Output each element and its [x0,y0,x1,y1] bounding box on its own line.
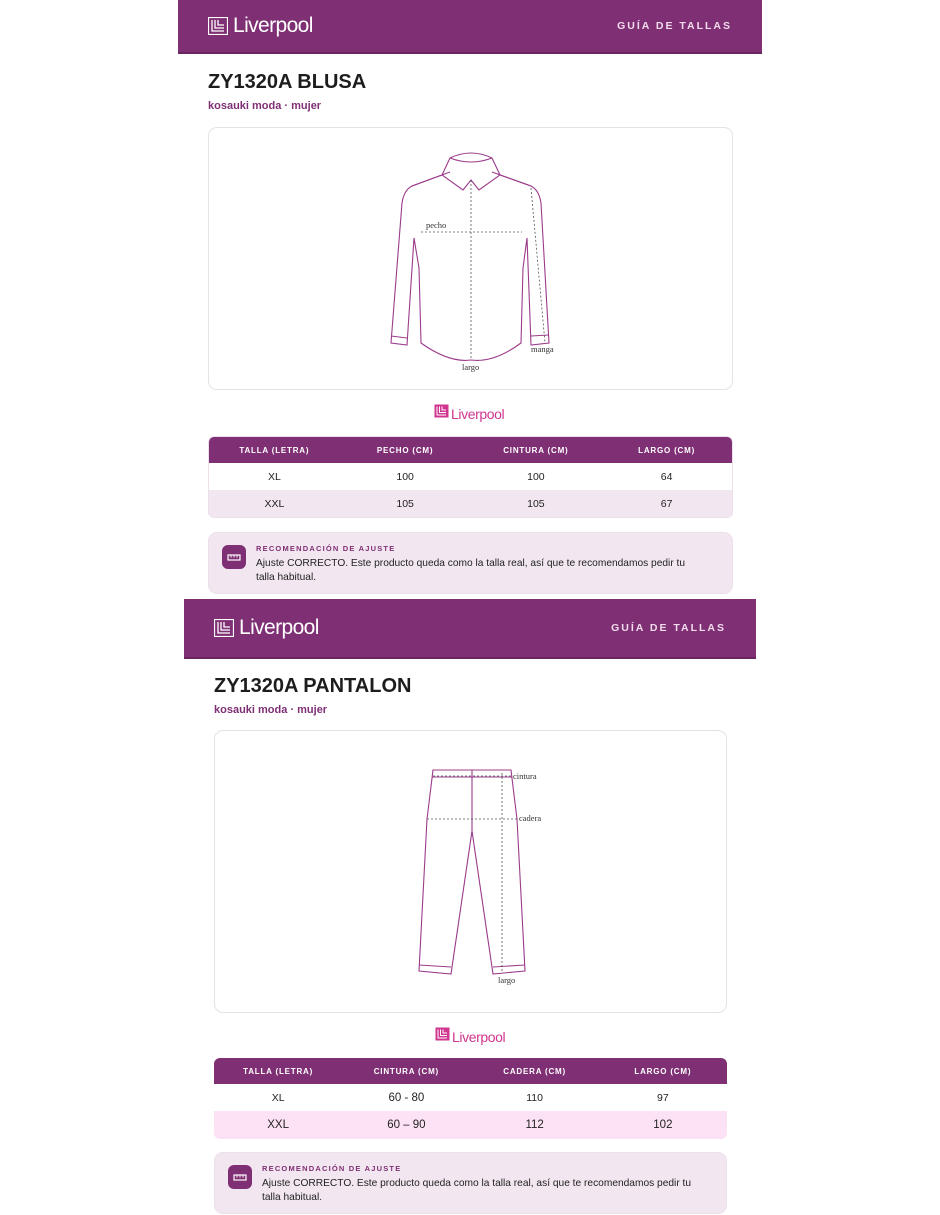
liverpool-logo-icon [434,404,449,423]
column-header: CINTURA (CM) [471,437,602,463]
brand-logo-small [434,404,504,423]
liverpool-logo[interactable] [208,14,313,38]
label-hip: cadera [519,813,542,823]
column-header: CINTURA (CM) [342,1058,470,1084]
brand-logo-text: Liverpool [451,405,505,422]
garment-diagram-card [208,127,733,390]
liverpool-logo-icon [435,1027,450,1046]
label-length: largo [498,975,516,985]
table-row [209,490,732,517]
table-cell: 97 [599,1084,727,1111]
size-guide-pantalon [184,599,756,1215]
blouse-diagram [209,128,734,391]
nav-size-guide[interactable]: GUÍA DE TALLAS [611,622,726,634]
table-cell: 64 [601,463,732,490]
table-cell: 102 [599,1111,727,1139]
column-header: CADERA (CM) [471,1058,599,1084]
size-table [208,436,733,518]
column-header: LARGO (CM) [599,1058,727,1084]
pants-diagram [215,731,728,1014]
page-header [184,599,756,659]
recommendation-text: Ajuste CORRECTO. Este producto queda como la talla real, así que te recomendamos pedir tu talla habitual. [262,1178,692,1203]
liverpool-logo-icon [208,17,228,35]
table-cell: XXL [209,490,340,517]
brand-logo-small [435,1027,505,1046]
product-subtitle: kosauki moda · mujer [214,704,328,716]
table-cell: 67 [601,490,732,517]
table-header-row [214,1058,727,1084]
fit-recommendation [214,1152,727,1214]
label-sleeve: manga [531,344,554,354]
ruler-icon [228,1165,252,1189]
label-length: largo [462,362,480,372]
table-row [214,1111,727,1139]
recommendation-text: Ajuste CORRECTO. Este producto queda como la talla real, así que te recomendamos pedir tu talla habitual. [256,558,686,583]
recommendation-title: RECOMENDACIÓN DE AJUSTE [262,1164,402,1173]
liverpool-logo-icon [214,619,234,637]
garment-diagram-card [214,730,727,1013]
nav-size-guide[interactable]: GUÍA DE TALLAS [617,20,732,32]
label-waist: cintura [513,771,537,781]
page-header [178,0,762,54]
size-table [214,1058,727,1139]
product-title: ZY1320A BLUSA [208,71,367,93]
table-cell: XXL [214,1111,342,1139]
table-cell: 60 - 80 [342,1084,470,1111]
label-chest: pecho [426,220,447,230]
column-header: PECHO (CM) [340,437,471,463]
recommendation-title: RECOMENDACIÓN DE AJUSTE [256,544,396,553]
table-cell: 60 – 90 [342,1111,470,1139]
ruler-icon [222,545,246,569]
table-cell: 105 [471,490,602,517]
logo-text: Liverpool [239,616,319,639]
column-header: TALLA (LETRA) [209,437,340,463]
liverpool-logo[interactable] [214,616,319,640]
table-row [209,463,732,490]
table-row [214,1084,727,1111]
product-title: ZY1320A PANTALON [214,675,412,697]
table-cell: 100 [340,463,471,490]
table-cell: 100 [471,463,602,490]
table-cell: XL [209,463,340,490]
table-cell: 105 [340,490,471,517]
size-guide-blusa [178,0,762,597]
table-cell: 110 [471,1084,599,1111]
logo-text: Liverpool [233,14,313,37]
table-cell: 112 [471,1111,599,1139]
table-cell: XL [214,1084,342,1111]
column-header: TALLA (LETRA) [214,1058,342,1084]
fit-recommendation [208,532,733,594]
column-header: LARGO (CM) [601,437,732,463]
product-subtitle: kosauki moda · mujer [208,100,322,112]
brand-logo-text: Liverpool [452,1028,506,1045]
table-header-row [209,437,732,463]
